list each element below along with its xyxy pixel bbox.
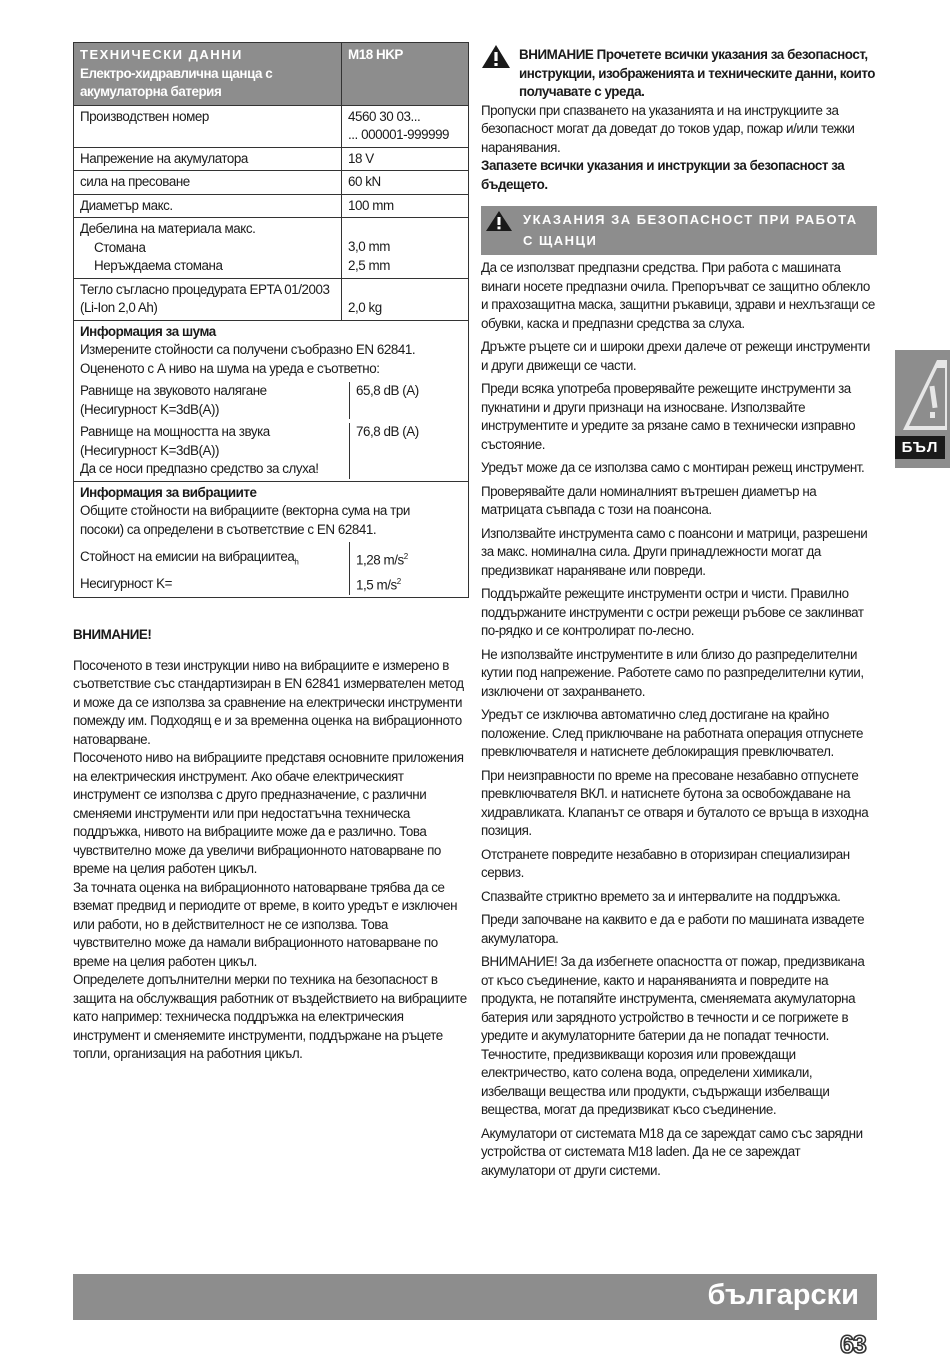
- force-label: сила на пресоване: [80, 174, 190, 189]
- steel-value: 3,0 mm: [348, 239, 390, 254]
- safety-paragraph: Уредът може да се използва само с монтиран режещ инструмент.: [481, 460, 865, 475]
- footer-bar: [73, 1274, 877, 1320]
- warning-icon: [481, 44, 511, 68]
- sound-pressure-value: 65,8 dB (A): [356, 383, 419, 398]
- page-number: 63: [840, 1331, 866, 1359]
- stainless-label: Неръждаема стомана: [94, 258, 223, 273]
- warning-paragraph: Посоченото в тези инструкции ниво на вибрациите е измерено в съответствие със стандартизиран в EN 62841 измервателен метод и може да се използва за сравнение на електрически инструменти помежду им. Подходящ е и за временна оценка на вибрационното натоварване.: [73, 657, 464, 747]
- noise-intro-1: Измерените стойности са получени съобразно EN 62841.: [80, 342, 416, 357]
- safety-paragraph: Уредът се изключва автоматично след достигане на крайно положение. След приключване на работната операция отпуснете превключвателя и натиснете деблокиращия превключвател.: [481, 707, 864, 759]
- sound-pressure-label: Равнище на звуковото налягане: [80, 383, 267, 398]
- safety-paragraph: Използвайте инструмента само с поансони и матрици, разрешени за макс. номинална сила. Други принадлежности могат да предизвикат нараняване или повреди.: [481, 525, 868, 578]
- safety-paragraph: Да се използват предпазни средства. При работа с машината винаги носете предпазни очила. Препоръчват се защитно облекло и прахозащитна маска, защитни ръкавици, здрави и нехлъзгащи се обувки, каска и предпазни средства за слуха.: [481, 260, 875, 331]
- vibration-warning-section: [73, 626, 469, 1064]
- safety-banner-title: УКАЗАНИЯ ЗА БЕЗОПАСНОСТ ПРИ РАБОТА С ЩАНЦИ: [523, 212, 858, 248]
- table-header-cell: [74, 43, 342, 106]
- diameter-label: Диаметър макс.: [80, 197, 173, 213]
- footer-language: български: [707, 1279, 859, 1311]
- table-row: [74, 171, 469, 195]
- table-title: ТЕХНИЧЕСКИ ДАННИ: [80, 47, 243, 62]
- vibration-emission-label: Стойност на емисии на вибрациитеa$_h$: [80, 549, 299, 567]
- safety-paragraph: Спазвайте стриктно времето за и интервалите на поддръжка.: [481, 888, 841, 904]
- weight-battery-label: (Li-Ion 2,0 Ah): [80, 300, 158, 315]
- table-row: [74, 278, 469, 320]
- language-tab-label: БЪЛ: [895, 436, 945, 459]
- sound-power-uncertainty: (Несигурност K=3dB(A)): [80, 442, 220, 458]
- diameter-value: 100 mm: [348, 197, 394, 213]
- vibration-uncertainty-label: Несигурност K=: [80, 576, 173, 592]
- noise-intro-2: Оцененото с А ниво на шума на уреда е съответно:: [80, 360, 380, 376]
- warning-icon: [899, 356, 947, 436]
- warning-paragraph: За точната оценка на вибрационното натоварване трябва да се вземат предвид и периодите от време, в които уредът е изключен или работи, но в действителност не се използва. Това чувствително може да намали вибрационното натоварване по време на целия работен цикъл.: [73, 879, 458, 969]
- sound-power-row: [80, 423, 462, 479]
- thickness-label: Дебелина на материала макс.: [80, 221, 256, 236]
- weight-label: Тегло съгласно процедурата EPTA 01/2003: [80, 281, 330, 297]
- safety-paragraph: Акумулатори от системата M18 да се зареждат само със зарядни устройства от системата M18 laden. Да не се зареждат акумулатори от други системи.: [481, 1125, 863, 1178]
- sound-pressure-row: [80, 382, 462, 419]
- vibration-emission-value: 1,28 $m/s^2$: [356, 552, 408, 568]
- safety-paragraph: Поддържайте режещите инструменти остри и чисти. Правилно поддържаните инструменти с остри режещи ръбове се заклинват по-рядко и се контролират по-лесно.: [481, 586, 864, 638]
- safety-paragraph: Дръжте ръцете си и широки дрехи далече от режещи инструменти и други движещи се части.: [481, 339, 870, 373]
- safety-paragraph: Отстранете повредите незабавно в оторизиран специализиран сервиз.: [481, 846, 850, 880]
- table-header-row: [74, 43, 469, 106]
- voltage-value: 18 V: [348, 150, 374, 166]
- ear-protection-note: Да се носи предпазно средство за слуха!: [80, 461, 319, 476]
- technical-data-table: [73, 42, 469, 598]
- general-warning: [481, 46, 877, 102]
- safety-paragraph: Преди всяка употреба проверявайте режещите инструменти за пукнатини и други признаци на износване. Използвайте инструментите и уредите за рязане само в технически изправно състояние.: [481, 381, 856, 452]
- vibration-section: [74, 481, 469, 597]
- vibration-values: [80, 542, 462, 595]
- table-row: [74, 194, 469, 218]
- stainless-value: 2,5 mm: [348, 257, 390, 273]
- noise-title: Информация за шума: [80, 323, 216, 339]
- production-number-value: 4560 30 03...: [348, 108, 421, 124]
- production-number-range: ... 000001-999999: [348, 127, 450, 142]
- sound-pressure-uncertainty: (Несигурност K=3dB(A)): [80, 401, 220, 417]
- language-side-tab: [895, 350, 950, 468]
- warning-title: ВНИМАНИЕ!: [73, 627, 152, 642]
- safety-paragraphs: [481, 259, 877, 1180]
- vibration-intro-2: посоки) са определени в съответствие с EN 62841.: [80, 521, 377, 537]
- vibration-uncertainty-value: 1,5 $m/s^2$: [356, 576, 401, 593]
- safety-instructions-column: [481, 46, 877, 1185]
- vibration-title: Информация за вибрациите: [80, 484, 257, 500]
- sound-power-value: 76,8 dB (A): [356, 424, 419, 439]
- safety-paragraph: ВНИМАНИЕ! За да избегнете опасността от пожар, предизвикана от късо съединение, както и нараняванията и повредите на продукта, не потапяйте инструмента, сменяемата акумулаторна батерия или зарядното устройство в течности и се погрижете в уредите и акумулаторните батерии да не попадат течности. Течностите, предизвикващи корозия или провеждащи електричество, като солена вода, определени химикали, избелващи вещества или продукти, съдържащи избелващи вещества, могат да предизвикат късо съединение.: [481, 954, 865, 1117]
- voltage-label: Напрежение на акумулатора: [80, 150, 248, 166]
- warning-paragraph: Посоченото ниво на вибрациите представя основните приложения на електрическия инструмент. Ако обаче електрическият инструмент се използва с друго предназначение, с различни сменяеми инструменти или при недостатъчна техническа поддръжка, нивото на вибрациите може да е различно. Това чувствително може да увеличи вибрационното натоварване по време на целия работен цикъл.: [73, 750, 464, 876]
- model-cell: [342, 43, 469, 106]
- production-number-label: Производствен номер: [80, 108, 209, 124]
- vibration-intro-1: Общите стойности на вибрациите (векторна сума на три: [80, 503, 410, 518]
- steel-label: Стомана: [94, 239, 146, 255]
- warning-icon: [485, 210, 513, 232]
- warning-paragraph: Определете допълнителни мерки по техника на безопасност в защита на обслужващия работник от въздействието на вибрациите като например: техническа поддръжка на електрическия инструмент и сменяемите инструменти, поддържане на ръцете топли, организация на работния цикъл.: [73, 972, 467, 1061]
- table-row: [74, 147, 469, 171]
- general-warning-heading: ВНИМАНИЕ Прочетете всички указания за безопасност, инструкции, изображенията и техническите данни, които получавате с уреда.: [519, 47, 876, 99]
- keep-instructions-note: Запазете всички указания и инструкции за безопасност за бъдещето.: [481, 158, 845, 192]
- safety-paragraph: Преди започване на каквито е да е работи по машината извадете акумулатора.: [481, 912, 865, 946]
- force-value: 60 kN: [348, 174, 381, 189]
- noise-section: [74, 320, 469, 481]
- safety-paragraph: При неизправности по време на пресоване незабавно отпуснете превключвателя ВКЛ. и натиснете бутона за освобождаване на хидравликата. Клапанът се отваря и буталото се връща в изходна позиция.: [481, 767, 869, 838]
- model-name: M18 HKP: [348, 47, 403, 62]
- weight-value: 2,0 kg: [348, 299, 382, 315]
- sound-power-label: Равнище на мощността на звука: [80, 424, 270, 439]
- general-warning-text: Пропуски при спазването на указанията и на инструкциите за безопасност могат да доведат до токов удар, пожар и/или тежки наранявания.: [481, 102, 855, 155]
- product-name: Електро-хидравлична щанца с акумулаторна батерия: [80, 65, 273, 99]
- safety-banner: [481, 206, 877, 255]
- safety-paragraph: Не използвайте инструментите в или близо до разпределителни кутии под напрежение. Работете само по разпределителни кутии, изключени от захранването.: [481, 646, 864, 699]
- table-row: [74, 105, 469, 147]
- table-row: [74, 218, 469, 279]
- safety-paragraph: Проверявайте дали номиналният вътрешен диаметър на матрицата съвпада с този на поансона.: [481, 483, 817, 517]
